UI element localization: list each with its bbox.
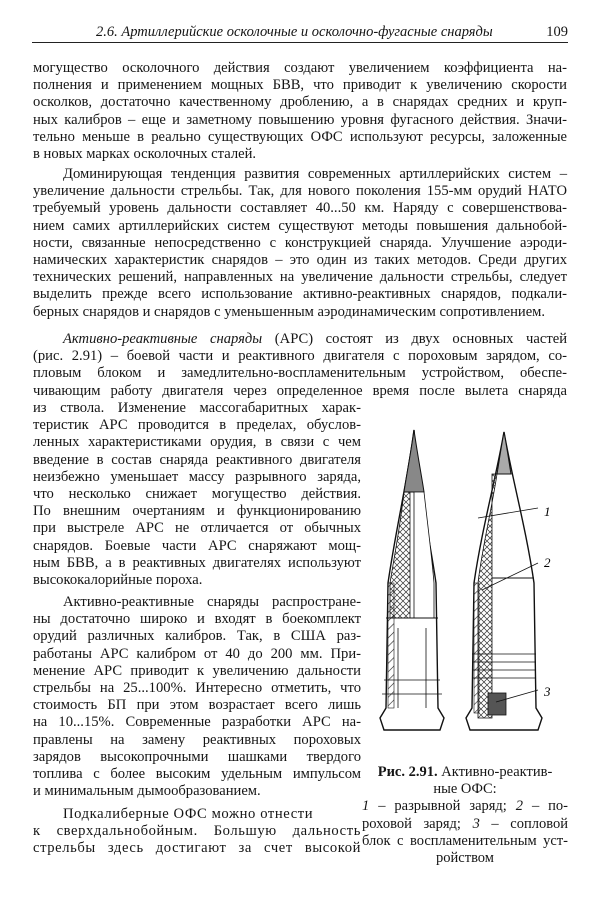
text-line: (рис. 2.91) – боевой части и реактивного двигателя с пороховым зарядом, со- [33, 348, 567, 365]
paragraph-3 [33, 331, 567, 400]
text-line: Активно-реактивные снаряды распростране- [63, 594, 361, 610]
label-2: 2 [544, 555, 551, 570]
text-line: при выстреле АРС не отличается от обычных [33, 520, 361, 537]
text-line: чивающим работу двигателя через определенное время после вылета снаряда [33, 382, 567, 399]
caption-title-text: Активно-реактив- [437, 764, 553, 780]
text-line: намических характеристик снарядов – это один из таких методов. Среди других [33, 252, 567, 269]
text-line: неизбежно уменьшает массу разрывного заряда, [33, 468, 361, 485]
text-line: Подкалиберные ОФС можно отнести [63, 806, 314, 822]
text-line: По внешним очертаниям и функционированию [33, 503, 361, 520]
figure-2-91 [370, 418, 570, 763]
caption-figure-number: Рис. 2.91. [377, 764, 438, 780]
label-3: 3 [544, 684, 551, 699]
section-title: 2.6. Артиллерийские осколочные и осколочно-фугасные снаряды [96, 24, 493, 40]
text-line: ны достаточно широко и входят в боекомплект [33, 611, 361, 628]
text-line: требуемый уровень дальности составляет 40...50 км. Наряду с совершенствова- [33, 200, 567, 217]
text-line: могущество осколочного действия создают увеличением коэффициента на- [33, 60, 567, 76]
term-italic: Активно-реактивные снаряды [63, 331, 263, 347]
text-line: ных калибров – еще и заметному повышению уровня фугасного действия. Значи- [33, 111, 567, 128]
text-line: снарядов. Боевые части АРС снаряжают мощ- [33, 537, 361, 554]
text-line: работаны АРС калибром от 40 до 200 мм. При- [33, 645, 361, 662]
text-line: стрельбы здесь достигают за счет высокой [33, 840, 361, 857]
text-line: введение в состав снаряда реактивного двигателя [33, 451, 361, 468]
text-line: ности, связанные непосредственно с конструкцией снаряда. Улучшение аэроди- [33, 234, 567, 251]
caption-title [362, 764, 568, 781]
caption-line: блок с воспламенительным уст- [362, 832, 568, 849]
caption-line [362, 798, 568, 815]
paragraph-4 [33, 594, 361, 800]
running-header [32, 18, 568, 43]
caption-num: 2 [515, 798, 524, 815]
caption-text: – сопловой [479, 815, 568, 832]
text-line: правлены на замену реактивных пороховых [33, 731, 361, 748]
caption-num: 3 [472, 815, 480, 832]
text-line: на 10...15%. Современные разработки АРС на- [33, 714, 361, 731]
text-line: увеличение дальности стрельбы. Так, для нового поколения 155-мм орудий НАТО [33, 183, 567, 200]
projectile-drawing [370, 418, 570, 758]
text-line: орудий различных калибров. Так, в США раз- [33, 628, 361, 645]
caption-text: – по- [523, 798, 568, 815]
text-line: технических решений, направленных на увеличение дальности стрельбы, следует [33, 269, 567, 286]
text-line: менение АРС приводит к увеличению дальности [33, 662, 361, 679]
caption-text: – разрывной заряд; [369, 798, 516, 815]
text-line: что несколько снижает могущество действия. [33, 486, 361, 503]
paragraph-2 [33, 166, 567, 321]
caption-num: 1 [362, 798, 370, 815]
text-fragment: (АРС) состоят из двух основных частей [262, 331, 567, 347]
figure-caption [362, 764, 568, 867]
text-line: Доминирующая тенденция развития современных артиллерийских систем – [63, 166, 567, 182]
text-line: стоимость БП при этом возрастает всего лишь [33, 697, 361, 714]
text-line: пловым блоком и замедлительно-воспламенительным устройством, обеспе- [33, 365, 567, 382]
text-line: стрельбы на 25...100%. Интересно отметить, что [33, 680, 361, 697]
paragraph-3-narrow [33, 400, 361, 589]
text-line: выделить прежде всего использование активно-реактивных снарядов, подкали- [33, 286, 567, 303]
text-line: топлива с более высоким удельным импульсом [33, 766, 361, 783]
text-line: зарядов высокопрочными шашками твердого [33, 748, 361, 765]
text-line: к сверхдальнобойным. Большую дальность [33, 823, 361, 840]
text-line: из ствола. Изменение массогабаритных харак- [33, 400, 361, 416]
text-line: берных снарядов и снарядов с уменьшенным аэродинамическим сопротивлением. [33, 303, 546, 320]
paragraph-1 [33, 60, 567, 163]
text-line: высококалорийные пороха. [33, 572, 203, 589]
caption-line: ройством [436, 850, 494, 867]
right-projectile [466, 432, 542, 730]
text-line: полнения и применением мощных БВВ, что приводит к увеличению скорости [33, 77, 567, 94]
page-number: 109 [546, 24, 568, 40]
text-line: и минимальным дымообразованием. [33, 783, 261, 800]
text-line: осколков, достаточно качественному дроблению, а в снарядах средних и круп- [33, 94, 567, 111]
text-line: теристик АРС проводится в пределах, обуслов- [33, 417, 361, 434]
caption-line [362, 816, 568, 833]
text-line: тельно меньше в реально существующих ОФС используют ресурсы, заложенные [33, 128, 567, 145]
text-line: ным БВВ, а в реактивных двигателях используют [33, 554, 361, 571]
paragraph-5 [33, 806, 361, 858]
label-1: 1 [544, 504, 551, 519]
text-line: ленных характеристиками орудия, в связи с чем [33, 434, 361, 451]
caption-body [362, 798, 568, 867]
caption-text: роховой заряд; [362, 815, 473, 832]
text-line: нием самих артиллерийских систем существуют методы повышения дальнобой- [33, 217, 567, 234]
text-line: в новых марках осколочных сталей. [33, 146, 257, 163]
left-projectile [380, 430, 444, 730]
text-line [33, 331, 567, 348]
caption-title-line2: ные ОФС: [433, 781, 497, 798]
